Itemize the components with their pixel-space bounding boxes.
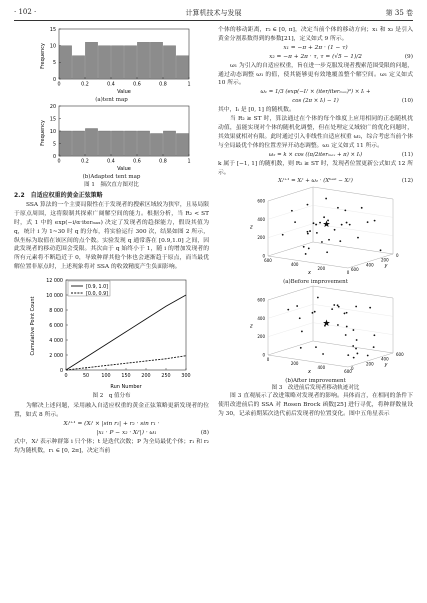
hist-bar [85,42,97,79]
scatter-point [356,339,358,341]
legend-label: [0.9, 1.0] [86,284,109,290]
equation-8 [14,420,209,438]
hist-bar [98,131,110,156]
x-tick-label: 300 [181,374,191,380]
grid-line [268,305,313,319]
paragraph-r2: ω₁ 为引入的自适应权重，旨在进一步克服发现者搜索范围受限的问题，通过动态调整 ω₁ 的值，使其能够更有效地覆盖整个解空间。ω₁ 定义如式 10 所示。 [218,62,413,87]
hist-bar [137,131,149,156]
equation-10 [218,88,413,106]
box-edge [268,341,313,355]
figure2-caption: 图 2 q 值分布 [92,393,131,400]
z-tick-label: 600 [257,198,265,204]
x-tick-label: 200 [317,266,326,272]
equation-12 [218,177,413,186]
scatter-point [323,217,325,219]
y-tick-label: 12 000 [46,278,63,284]
x-tick-label: 400 [290,262,299,268]
y-tick-label: 400 [366,262,374,268]
y-tick-label: 400 [381,356,389,362]
box-edge [313,242,393,254]
y-tick-label: 200 [366,361,374,367]
scatter-point [317,297,319,299]
ylabel: Frequency [40,120,46,146]
y-tick-label: 0 [52,77,56,83]
x-tick-label: 600 [264,258,272,264]
scatter-point [369,307,371,309]
y-tick-label: 10 [49,44,56,50]
hist-bar [72,131,84,156]
scatter-point [353,329,355,331]
grid-line [313,305,393,317]
y-tick-label: 0 [396,253,399,259]
figure3b-label: (b)After improvement [285,378,346,385]
scatter-point [313,223,315,225]
x-tick-label: 1 [187,159,191,165]
figure3b [218,285,413,384]
y-tick-label: 15 [49,117,56,123]
y-tick-label: 0 [59,368,63,374]
z-tick-label: 600 [257,297,265,303]
equation-12-number: (12) [401,178,413,185]
equation-8-line2: |x₁ · P − x₂ · Xᵢᵗ|) · ω₁ [96,429,157,436]
scatter-point [337,305,339,307]
scatter-point [346,312,348,314]
scatter-point [349,224,351,226]
z-tick-label: 200 [257,334,265,340]
scatter-point [380,250,382,252]
box-edge [313,341,393,353]
equation-9-number: (9) [404,53,413,60]
x-tick-label: 1 [187,82,191,88]
scatter-point [299,318,301,320]
figure1a [14,26,209,103]
x-tick-label: 50 [82,374,90,380]
histogram-b [14,103,209,171]
scatter-point [331,309,333,311]
z-tick-label: 200 [257,235,265,241]
scatter-point [327,220,329,222]
scatter-point [346,222,348,224]
scatter-point [361,207,363,209]
hist-bar [163,46,175,79]
scatter-point [296,305,298,307]
scatter-point [325,198,327,200]
scatter-point [355,306,357,308]
y-tick-label: 5 [52,61,56,67]
y-tick-label: 2 000 [49,353,63,359]
xlabel: Value [117,166,131,171]
scatter-point [344,313,346,315]
scatter-point [303,246,305,248]
scatter-point [315,347,317,349]
paragraph-2: 为解决上述问题，采用融入自适应权重的黄金正弦策略更新发现者的位置，如式 8 所示。 [14,403,209,419]
scatter-point [315,224,317,226]
axis-x-label: x [308,369,311,376]
hist-bar [59,46,71,79]
hist-bar [150,134,162,157]
x-tick-label: 250 [161,374,171,380]
x-tick-label: 0.2 [81,82,89,88]
hist-bar [85,129,97,157]
grid-line [268,323,313,337]
hist-bar [59,131,71,156]
y-tick-label: 200 [381,257,389,263]
x-tick-label: 0.6 [133,159,141,165]
scatter-point [344,210,346,212]
scatter-point [373,335,375,337]
scatter-point [352,345,354,347]
scatter-point [287,309,289,311]
x-tick-label: 200 [290,361,299,367]
header-rule [14,20,413,21]
x-tick-label: 100 [101,374,111,380]
hist-bar [137,42,149,79]
scatter-point [309,230,311,232]
paragraph-r4: 当 R₂ ≥ ST 时，算法通过在个体的每个维度上应用相同的正态随机扰动值，虽能实现对个体的随机化调整，但在处理定义域较广的优化问题时，其效果就相对有限。此时通过引入非线性自适应权重 ω₂，综合考虑当前个体与全局最优个体的位置差异开动态调整。ω₂ 定义如式 11 所示。 [218,116,413,149]
ylabel: Cumulative Point Count [30,296,36,356]
axis-z-label: z [250,323,253,330]
figure3-caption: 图 3 改进前后发现者移动轨迹对比 [271,385,360,392]
journal-title: 计算机技术与发展 [185,9,242,17]
y-tick-label: 5 [52,142,56,148]
scatter-point [307,231,309,233]
scatter-point [307,204,309,206]
scatter-point [373,347,375,349]
equation-12-body: Xᵢᵗ⁺¹ = Xᵢᵗ + ω₂ · (Xᵇᵉˢᵗ − Xᵢᵗ) [278,178,353,185]
scatter-point [294,222,296,224]
plot-frame [66,280,186,370]
scatter-point [322,353,324,355]
box-edge [268,355,348,367]
right-column [218,26,413,419]
paragraph-r5: k 属于 [−1, 1] 的随机数，则 R₂ ≥ ST 时，发现者位置更新公式如式 12 所示。 [218,160,413,176]
scatter-point [338,306,340,308]
scatter-point [337,324,339,326]
hist-bar [124,131,136,156]
volume-label: 第 35 卷 [385,9,413,17]
equation-11-number: (11) [401,151,413,158]
scatter-point [307,233,309,235]
hist-bar [111,46,123,79]
scatter-point [312,312,314,314]
scatter-point [356,353,358,355]
figure3a [218,186,413,285]
box-edge [268,286,313,300]
x-tick-label: 0 [57,159,61,165]
paragraph-1: SSA 算法的一个主要局限性在于发现者的搜索区域较为狭窄，且易局限于原点周围，这将限制其探索广阔解空间的能力。根据分析，当 R₂ < ST 时，式 1 中的 exp(−i/α·iterₘₐₓ) 决定了发现者的趋探能力，假设其值为 q，统计 i 为 1~30 时 q 的分布，将实验运行 300 次，结果如图 2 所示，纵坐标为取值在该区间的点个数。实验发现 q 通常落在 [0.9,1.0] 之间，因此发现者的移动范围会受限。其次由于 q 始终小于 1，随 i 的增加发现者的所有元素将不断趋近于 0，导致种群其他个体也会逐渐趋于原点，而当最优解位置非原点时，上述现象将对 SSA 的收敛精度产生负面影响。 [14,201,209,271]
equation-10-number: (10) [401,98,413,105]
x-tick-label: 0.8 [159,159,167,165]
hist-bar [111,131,123,156]
box-edge [268,187,313,201]
scatter-point [367,222,369,224]
z-tick-label: 0 [262,253,265,259]
hist-bar [98,46,110,79]
hist-bar [72,56,84,79]
scatter-point [282,234,284,236]
grid-line [313,206,393,218]
y-tick-label: 600 [351,267,359,273]
scatter-point [353,357,355,359]
x-tick-label: 600 [344,369,352,375]
scatter-point [374,220,376,222]
equation-11-body: ω₂ = k × cos ((π/2iterₘₐₓ + π) × Iᵢ) [268,151,363,158]
figure1a-label: (a)tent map [95,96,128,103]
series-line [66,356,186,370]
y-tick-label: 15 [49,27,56,33]
paragraph-3: 式中，Xᵢᵗ 表示种群第 i 只个体；t 是迭代次数；P 为全局最优个体；r₁ 和 r₂ 均为随机数，r₁ ∈ [0, 2π]，决定当前 [14,438,209,454]
scatter3d-after [218,285,413,377]
equation-8-number: (8) [200,429,209,436]
hist-bar [176,134,188,157]
z-tick-label: 400 [257,217,265,223]
scatter-point [339,241,341,243]
scatter-point [328,239,330,241]
x-tick-label: 0.8 [159,82,167,88]
y-tick-label: 0 [351,366,354,372]
equation-11 [218,151,413,160]
xlabel: Run Number [110,384,142,391]
equation-8-line1: Xᵢᵗ⁺¹ = (Xᵢᵗ × |sin r₁| + r₂ · sin r₁ · [63,420,160,427]
y-tick-label: 600 [396,352,404,358]
legend-label: [0.0, 0.9] [86,291,109,297]
hist-bar [176,56,188,79]
axis-x-label: x [308,270,311,277]
grid-line [268,224,313,238]
scatter-point [347,355,349,357]
paragraph-r1: 个体的移动距离，r₂ ∈ [0, π]，决定当前个体的移动方向；x₁ 和 x₂ 是引入黄金分割系数得到的参数[21]，定义如式 9 所示。 [218,27,413,42]
x-tick-label: 200 [141,374,151,380]
z-tick-label: 0 [262,352,265,358]
equation-9 [218,44,413,62]
xlabel: Value [117,89,131,94]
scatter-point [314,311,316,313]
figure1b [14,103,209,181]
x-tick-label: 0.4 [107,159,115,165]
ylabel: Frequency [40,43,46,69]
scatter-point [316,232,318,234]
x-tick-label: 0.6 [133,82,141,88]
figure2 [14,274,209,392]
section-title: 2.2 自适应权重的黄金正弦策略 [14,192,103,199]
x-tick-label: 0.4 [107,82,115,88]
x-tick-label: 0.2 [81,159,89,165]
y-tick-label: 20 [49,104,56,110]
page-header [14,8,413,20]
scatter-point [341,224,343,226]
x-tick-label: 0 [64,374,68,380]
scatter-point [308,248,310,250]
figure3a-label: (a)Before improvement [283,279,348,286]
hist-bar [163,131,175,156]
scatter-point [305,253,307,255]
equation-10-line2: cos (2π × Iᵢ) − 1) [292,98,339,105]
scatter-point [291,210,293,212]
y-tick-label: 10 [49,129,56,135]
x-tick-label: 0 [346,270,350,276]
left-column [14,26,209,456]
scatter-point [334,229,336,231]
figure1b-label: (b)Adapted tent map [82,173,141,180]
cumulative-line-chart [14,274,209,392]
box-edge [268,256,348,268]
scatter-point [337,207,339,209]
equation-9-line1: x₁ = −π + 2π · (1 − τ) [283,44,348,51]
axis-y-label: y [384,263,388,270]
scatter-point [321,241,323,243]
x-tick-label: 400 [317,365,326,371]
paragraph-r6: 图 3 直观展示了改进策略对发现者的影响。具体而言，在相同的条件下使用改进前后的 SSA 对 Rosen Brock 函数[25] 进行寻优，将种群数量设为 30，记录前期某次迭代前后发现者的位置变化。图中五角星表示 [218,393,413,418]
y-tick-label: 6 000 [49,323,63,329]
box-edge [313,187,393,199]
box-edge [313,286,393,298]
scatter-point [300,347,302,349]
axis-z-label: z [250,224,253,231]
y-tick-label: 0 [52,154,56,160]
x-tick-label: 150 [121,374,131,380]
x-tick-label: 0 [57,82,61,88]
scatter3d-before [218,186,413,278]
equation-9-line2: x₂ = −π + 2π · τ, τ = (√5 − 1)/2 [269,53,362,60]
grid-line [268,206,313,220]
scatter-point [326,252,328,254]
page-number: · 102 · [14,8,37,16]
y-tick-label: 10 000 [46,293,63,299]
scatter-point [346,326,348,328]
y-tick-label: 8 000 [49,308,63,314]
scatter-point [357,237,359,239]
scatter-point [345,334,347,336]
histogram-a [14,26,209,94]
scatter-point [355,348,357,350]
equation-10-line1: ω₁ = 1/3 (exp(−Iᵢᵗ × (iter/iterₘₐₓ)³) × Iᵢ + [260,89,371,96]
y-tick-label: 4 000 [49,338,63,344]
scatter-point [367,355,369,357]
scatter-point [319,222,321,224]
hist-bar [150,42,162,79]
z-tick-label: 400 [257,316,265,322]
x-tick-label: 0 [266,357,270,363]
scatter-point [333,304,335,306]
figure1-caption: 图 1 频次直方图对比 [84,182,139,188]
scatter-point [301,331,303,333]
hist-bar [124,46,136,79]
paragraph-r3: 其中，Iᵢ 是 [0, 1] 的随机数。 [218,107,295,114]
axis-y-label: y [384,362,388,369]
